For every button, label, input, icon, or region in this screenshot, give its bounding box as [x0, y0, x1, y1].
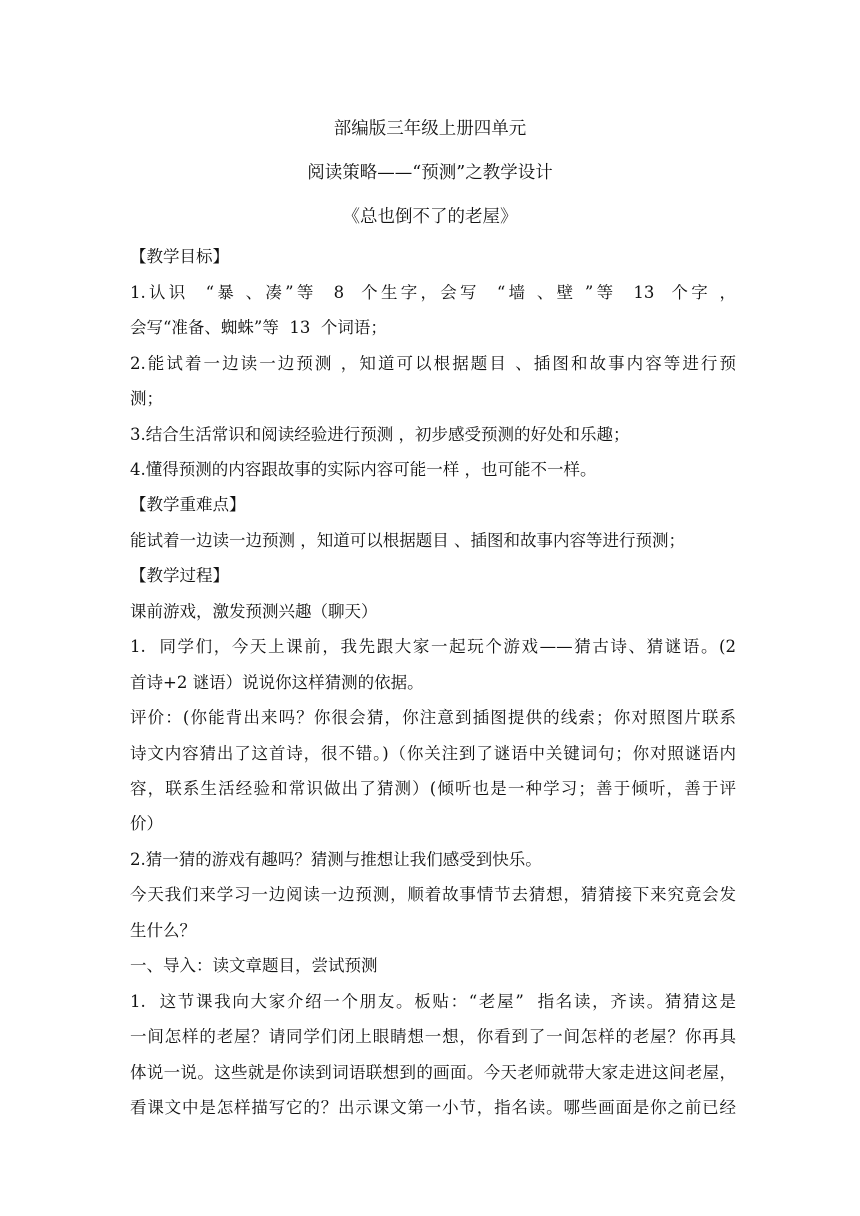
- paragraph-line: 4.懂得预测的内容跟故事的实际内容可能一样 ，也可能不一样。: [130, 460, 597, 479]
- section-heading: 一、导入：读文章题目，尝试预测: [130, 956, 378, 975]
- paragraph-line: 1. 同学们，今天上课前，我先跟大家一起玩个游戏——猜古诗、猜谜语。(2: [130, 637, 736, 656]
- paragraph-line: 测；: [130, 389, 163, 408]
- paragraph-line: 能试着一边读一边预测 ，知道可以根据题目 、插图和故事内容等进行预测；: [130, 531, 685, 550]
- doc-title-topic: 阅读策略——“预测”之教学设计: [307, 163, 553, 183]
- paragraph-line: 生什么？: [130, 921, 196, 940]
- paragraph-line: 2.猜一猜的游戏有趣吗？猜测与推想让我们感受到快乐。: [130, 850, 542, 869]
- paragraph-line: 3.结合生活常识和阅读经验进行预测 ，初步感受预测的好处和乐趣；: [130, 425, 630, 444]
- doc-title-lesson: 《总也倒不了的老屋》: [342, 207, 518, 227]
- paragraph-line: 价）: [130, 814, 163, 833]
- paragraph-line: 今天我们来学习一边阅读一边预测，顺着故事情节去猜想，猜猜接下来究竟会发: [130, 885, 736, 904]
- paragraph-line: 诗文内容猜出了这首诗，很不错。)（你关注到了谜语中关键词句；你对照谜语内: [130, 744, 736, 763]
- paragraph-line: 体说一说。这些就是你读到词语联想到的画面。今天老师就带大家走进这间老屋，: [130, 1063, 736, 1082]
- paragraph-line: 评价：(你能背出来吗？你很会猜，你注意到插图提供的线索；你对照图片联系: [130, 708, 736, 727]
- paragraph-line: 首诗+2 谜语）说说你这样猜测的依据。: [130, 673, 424, 692]
- heading-key-points: 【教学重难点】: [130, 495, 246, 514]
- paragraph-line: 看课文中是怎样描写它的？出示课文第一小节，指名读。哪些画面是你之前已经: [130, 1098, 736, 1117]
- paragraph-line: 1. 这节课我向大家介绍一个朋友。板贴：“老屋” 指名读，齐读。猜猜这是: [130, 992, 736, 1011]
- paragraph-line: 1.认识 “暴 、凑”等 8 个生字，会写 “墙 、壁 ”等 13 个字 ，: [130, 283, 736, 302]
- paragraph-line: 2.能试着一边读一边预测 ，知道可以根据题目 、插图和故事内容等进行预: [130, 354, 736, 373]
- paragraph-line: 会写“准备、蜘蛛”等 13 个词语；: [130, 318, 387, 337]
- paragraph-line: 一间怎样的老屋？请同学们闭上眼睛想一想，你看到了一间怎样的老屋？你再具: [130, 1027, 736, 1046]
- paragraph-line: 课前游戏，激发预测兴趣（聊天）: [130, 602, 378, 621]
- heading-teaching-process: 【教学过程】: [130, 566, 229, 585]
- paragraph-line: 容，联系生活经验和常识做出了猜测）(倾听也是一种学习；善于倾听，善于评: [130, 779, 736, 798]
- doc-title-unit: 部编版三年级上册四单元: [333, 119, 527, 139]
- heading-teaching-goals: 【教学目标】: [130, 247, 229, 266]
